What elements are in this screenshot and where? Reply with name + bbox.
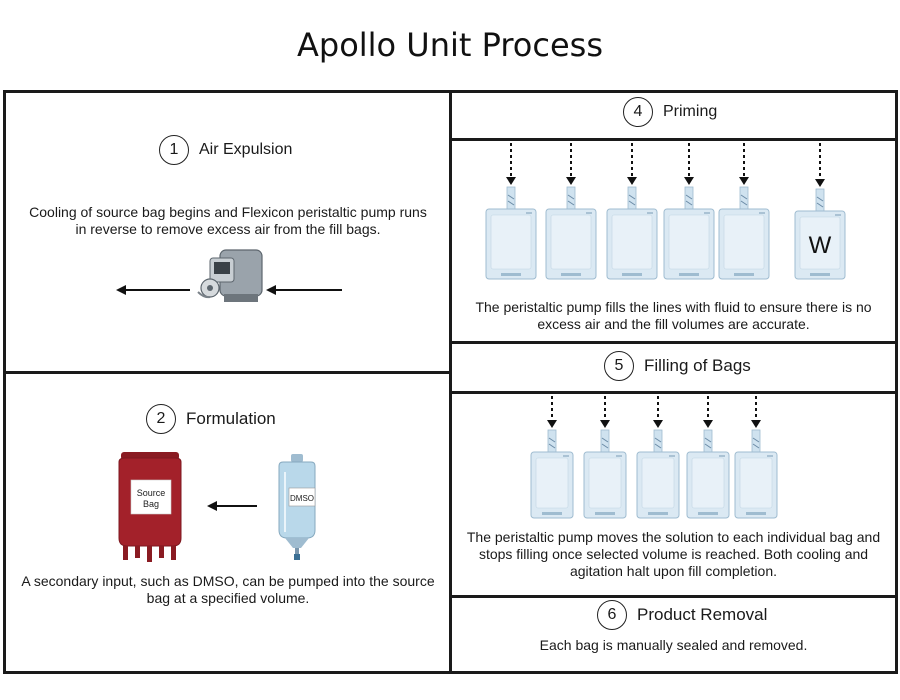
step-label: Formulation xyxy=(186,409,276,428)
pump-illustration xyxy=(110,248,350,308)
divider-filling-section xyxy=(449,341,898,344)
filling-bags-illustration xyxy=(452,394,895,524)
arrow-down-icon xyxy=(547,420,557,428)
step-priming xyxy=(623,97,717,127)
fill-bag-icon xyxy=(664,143,714,279)
arrow-down-icon xyxy=(627,177,637,185)
arrow-down-icon xyxy=(506,177,516,185)
formulation-illustration xyxy=(115,450,335,565)
step-description: Each bag is manually sealed and removed. xyxy=(539,637,808,653)
step-description: Cooling of source bag begins and Flexicon peristaltic pump runs in reverse to remove excess air from the fill bags. xyxy=(29,204,427,237)
step-number-badge: 5 xyxy=(604,351,634,381)
step-number-badge: 1 xyxy=(159,135,189,165)
source-bag-label-line1: Source xyxy=(136,488,166,498)
step-filling-of-bags xyxy=(604,351,751,381)
fill-bag-icon xyxy=(584,396,626,518)
arrow-down-icon xyxy=(600,420,610,428)
dmso-label: DMSO xyxy=(290,494,314,503)
arrow-down-icon xyxy=(815,179,825,187)
step-label: Priming xyxy=(663,103,718,120)
dmso-bag-icon xyxy=(279,454,315,560)
step-description: The peristaltic pump fills the lines with fluid to ensure there is no excess air and the fill volumes are accurate. xyxy=(475,299,872,332)
step-label: Air Expulsion xyxy=(199,141,293,158)
fill-bag-icon xyxy=(607,143,657,279)
divider-removal-section xyxy=(449,595,898,598)
step-description: The peristaltic pump moves the solution to each individual bag and stops filling once selected volume is reached. Both cooling and agitation halt upon fill completion. xyxy=(466,529,881,579)
arrow-down-icon xyxy=(684,177,694,185)
arrow-left-icon xyxy=(116,285,126,295)
step-air-expulsion xyxy=(159,135,292,165)
fill-bag-icon xyxy=(637,396,679,518)
step-label: Filling of Bags xyxy=(644,356,751,375)
fill-bag-icon xyxy=(687,396,729,518)
step-formulation xyxy=(146,404,276,434)
fill-bag-icon xyxy=(546,143,596,279)
fill-bag-icon xyxy=(719,143,769,279)
waste-bag-label: W xyxy=(808,232,832,259)
fill-bag-icon xyxy=(795,143,845,279)
fill-bag-icon xyxy=(735,396,777,518)
fill-bag-icon xyxy=(486,143,536,279)
arrow-down-icon xyxy=(566,177,576,185)
arrow-left-icon xyxy=(266,285,276,295)
priming-bags-illustration xyxy=(452,141,895,291)
step-number-badge: 4 xyxy=(623,97,653,127)
step-product-removal xyxy=(597,600,767,630)
fill-bag-icon xyxy=(531,396,573,518)
source-bag-label-line2: Bag xyxy=(142,499,160,509)
step-label: Product Removal xyxy=(637,605,768,624)
arrow-down-icon xyxy=(653,420,663,428)
step-number-badge: 6 xyxy=(597,600,627,630)
arrow-down-icon xyxy=(703,420,713,428)
arrow-left-icon xyxy=(207,501,217,511)
step-number-badge: 2 xyxy=(146,404,176,434)
peristaltic-pump-icon xyxy=(198,250,262,302)
arrow-down-icon xyxy=(739,177,749,185)
arrow-down-icon xyxy=(751,420,761,428)
step-description: A secondary input, such as DMSO, can be pumped into the source bag at a specified volume. xyxy=(21,573,435,606)
diagram-title: Apollo Unit Process xyxy=(296,26,603,64)
source-bag-icon xyxy=(119,452,181,562)
